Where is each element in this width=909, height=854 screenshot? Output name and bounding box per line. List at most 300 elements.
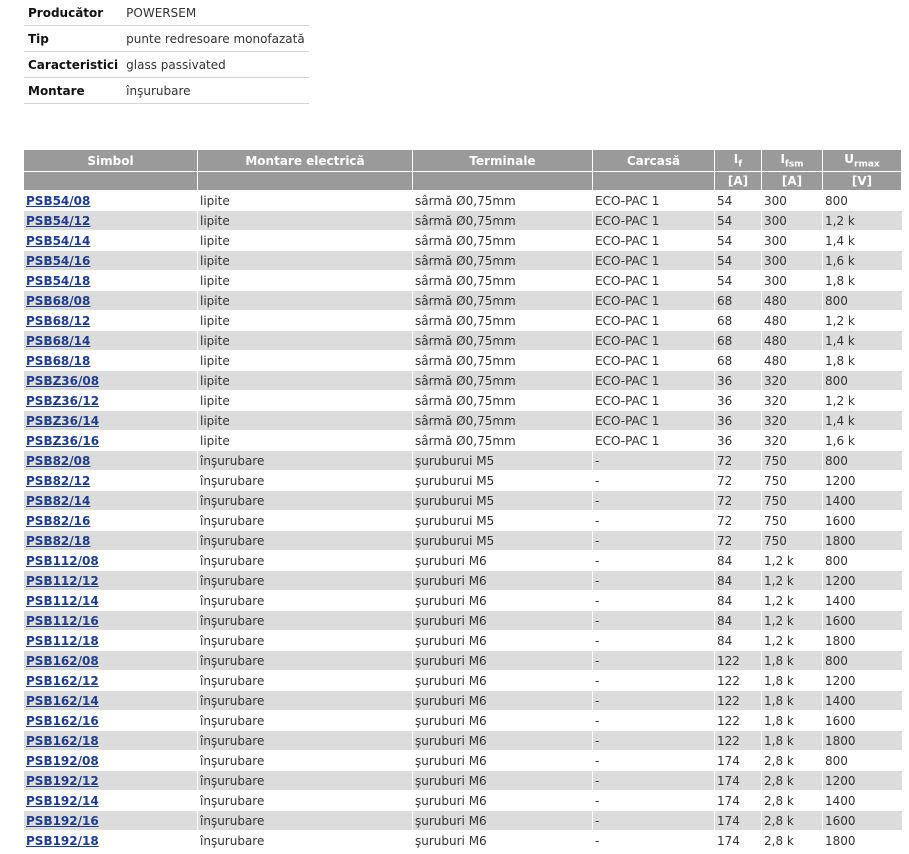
cell-simbol <box>24 431 198 451</box>
header-terminale: Terminale <box>413 150 593 172</box>
cell-simbol <box>24 631 198 651</box>
cell-if: 54 <box>715 191 762 211</box>
product-link[interactable]: PSBZ36/08 <box>26 373 100 388</box>
cell-carcasa: - <box>593 671 715 691</box>
cell-simbol <box>24 531 198 551</box>
cell-urmax: 1400 <box>823 591 902 611</box>
cell-montare: lipite <box>198 251 413 271</box>
table-row <box>24 591 902 611</box>
cell-montare: lipite <box>198 211 413 231</box>
cell-ifsm: 320 <box>762 371 823 391</box>
cell-urmax: 800 <box>823 191 902 211</box>
unit-if: [A] <box>715 172 762 191</box>
product-link[interactable]: PSB68/14 <box>26 333 91 348</box>
cell-urmax: 1200 <box>823 771 902 791</box>
cell-simbol <box>24 711 198 731</box>
cell-simbol <box>24 211 198 231</box>
cell-carcasa: - <box>593 791 715 811</box>
table-row <box>24 651 902 671</box>
cell-ifsm: 2,8 k <box>762 811 823 831</box>
info-value: POWERSEM <box>122 0 309 26</box>
cell-simbol <box>24 331 198 351</box>
cell-if: 174 <box>715 811 762 831</box>
cell-urmax: 800 <box>823 371 902 391</box>
cell-ifsm: 300 <box>762 191 823 211</box>
cell-montare: lipite <box>198 431 413 451</box>
cell-terminale: sârmă Ø0,75mm <box>413 211 593 231</box>
cell-if: 174 <box>715 791 762 811</box>
product-link[interactable]: PSB192/14 <box>26 793 99 808</box>
product-link[interactable]: PSB68/08 <box>26 293 91 308</box>
cell-ifsm: 1,8 k <box>762 671 823 691</box>
cell-montare: înşurubare <box>198 631 413 651</box>
header-ifsm <box>762 150 823 172</box>
cell-if: 122 <box>715 711 762 731</box>
cell-urmax: 800 <box>823 651 902 671</box>
cell-simbol <box>24 611 198 631</box>
cell-if: 122 <box>715 671 762 691</box>
cell-simbol <box>24 551 198 571</box>
cell-simbol <box>24 591 198 611</box>
cell-ifsm: 2,8 k <box>762 771 823 791</box>
product-link[interactable]: PSB82/12 <box>26 473 91 488</box>
cell-montare: lipite <box>198 231 413 251</box>
info-value: glass passivated <box>122 52 309 78</box>
cell-carcasa: - <box>593 771 715 791</box>
table-row <box>24 431 902 451</box>
cell-carcasa: - <box>593 811 715 831</box>
product-link[interactable]: PSB162/08 <box>26 653 99 668</box>
table-row <box>24 251 902 271</box>
cell-carcasa: - <box>593 471 715 491</box>
cell-carcasa: - <box>593 511 715 531</box>
cell-simbol <box>24 791 198 811</box>
cell-ifsm: 300 <box>762 271 823 291</box>
cell-terminale: sârmă Ø0,75mm <box>413 391 593 411</box>
header-simbol: Simbol <box>24 150 198 172</box>
units-empty <box>24 172 198 191</box>
cell-terminale: şuruburui M5 <box>413 471 593 491</box>
product-link[interactable]: PSB192/18 <box>26 833 99 848</box>
cell-terminale: şuruburi M6 <box>413 591 593 611</box>
units-empty <box>593 172 715 191</box>
table-row <box>24 791 902 811</box>
cell-carcasa: ECO-PAC 1 <box>593 211 715 231</box>
product-link[interactable]: PSB82/14 <box>26 493 91 508</box>
cell-ifsm: 2,8 k <box>762 791 823 811</box>
cell-montare: înşurubare <box>198 751 413 771</box>
cell-terminale: şuruburi M6 <box>413 751 593 771</box>
table-row <box>24 631 902 651</box>
cell-simbol <box>24 671 198 691</box>
cell-ifsm: 300 <box>762 251 823 271</box>
table-row <box>24 291 902 311</box>
info-label: Producător <box>24 0 122 26</box>
cell-if: 68 <box>715 351 762 371</box>
cell-urmax: 1400 <box>823 791 902 811</box>
header-carcasa: Carcasă <box>593 150 715 172</box>
cell-montare: lipite <box>198 371 413 391</box>
cell-simbol <box>24 831 198 851</box>
cell-terminale: sârmă Ø0,75mm <box>413 271 593 291</box>
table-row <box>24 691 902 711</box>
cell-urmax: 1,4 k <box>823 331 902 351</box>
cell-simbol <box>24 251 198 271</box>
table-row <box>24 311 902 331</box>
table-row <box>24 671 902 691</box>
cell-if: 54 <box>715 251 762 271</box>
table-row <box>24 731 902 751</box>
cell-terminale: sârmă Ø0,75mm <box>413 311 593 331</box>
cell-terminale: şuruburi M6 <box>413 671 593 691</box>
cell-ifsm: 750 <box>762 511 823 531</box>
cell-if: 84 <box>715 551 762 571</box>
table-row <box>24 271 902 291</box>
product-link[interactable]: PSBZ36/12 <box>26 393 100 408</box>
cell-simbol <box>24 571 198 591</box>
cell-urmax: 1800 <box>823 831 902 851</box>
units-empty <box>413 172 593 191</box>
cell-if: 54 <box>715 271 762 291</box>
cell-montare: lipite <box>198 311 413 331</box>
info-row-characteristics <box>24 52 309 78</box>
cell-ifsm: 750 <box>762 471 823 491</box>
cell-carcasa: - <box>593 631 715 651</box>
product-link[interactable]: PSB112/12 <box>26 573 99 588</box>
cell-urmax: 1200 <box>823 471 902 491</box>
cell-urmax: 1400 <box>823 491 902 511</box>
cell-montare: înşurubare <box>198 731 413 751</box>
cell-simbol <box>24 351 198 371</box>
cell-urmax: 1600 <box>823 511 902 531</box>
cell-carcasa: - <box>593 691 715 711</box>
product-info-table <box>24 0 309 104</box>
cell-montare: lipite <box>198 271 413 291</box>
table-row <box>24 551 902 571</box>
products-table <box>23 149 902 851</box>
cell-terminale: şuruburui M5 <box>413 511 593 531</box>
table-row <box>24 391 902 411</box>
table-row <box>24 331 902 351</box>
cell-montare: înşurubare <box>198 571 413 591</box>
cell-ifsm: 1,8 k <box>762 711 823 731</box>
cell-ifsm: 2,8 k <box>762 751 823 771</box>
cell-if: 36 <box>715 431 762 451</box>
cell-terminale: sârmă Ø0,75mm <box>413 371 593 391</box>
cell-carcasa: ECO-PAC 1 <box>593 411 715 431</box>
product-link[interactable]: PSB54/12 <box>26 213 91 228</box>
cell-carcasa: ECO-PAC 1 <box>593 311 715 331</box>
cell-montare: înşurubare <box>198 831 413 851</box>
cell-ifsm: 1,8 k <box>762 651 823 671</box>
product-link[interactable]: PSB54/16 <box>26 253 91 268</box>
cell-urmax: 800 <box>823 291 902 311</box>
cell-terminale: şuruburi M6 <box>413 771 593 791</box>
cell-carcasa: ECO-PAC 1 <box>593 351 715 371</box>
table-units-row <box>24 172 902 191</box>
cell-carcasa: - <box>593 531 715 551</box>
cell-carcasa: - <box>593 571 715 591</box>
product-link[interactable]: PSB192/12 <box>26 773 99 788</box>
cell-simbol <box>24 271 198 291</box>
header-montare: Montare electrică <box>198 150 413 172</box>
product-link[interactable]: PSB192/08 <box>26 753 99 768</box>
product-link[interactable]: PSB54/14 <box>26 233 91 248</box>
cell-terminale: şuruburi M6 <box>413 571 593 591</box>
product-link[interactable]: PSB54/08 <box>26 193 91 208</box>
cell-simbol <box>24 291 198 311</box>
cell-montare: lipite <box>198 291 413 311</box>
product-link[interactable]: PSB82/18 <box>26 533 91 548</box>
cell-simbol <box>24 811 198 831</box>
cell-montare: lipite <box>198 391 413 411</box>
product-link[interactable]: PSB192/16 <box>26 813 99 828</box>
product-link[interactable]: PSB112/14 <box>26 593 99 608</box>
cell-terminale: sârmă Ø0,75mm <box>413 291 593 311</box>
cell-simbol <box>24 751 198 771</box>
table-row <box>24 531 902 551</box>
product-link[interactable]: PSBZ36/14 <box>26 413 100 428</box>
cell-urmax: 1,6 k <box>823 251 902 271</box>
cell-montare: înşurubare <box>198 771 413 791</box>
cell-urmax: 1400 <box>823 691 902 711</box>
cell-simbol <box>24 231 198 251</box>
cell-urmax: 1,8 k <box>823 271 902 291</box>
cell-urmax: 1,6 k <box>823 431 902 451</box>
products-table-body <box>24 191 902 851</box>
unit-urmax: [V] <box>823 172 902 191</box>
product-link[interactable]: PSBZ36/16 <box>26 433 100 448</box>
product-link[interactable]: PSB162/12 <box>26 673 99 688</box>
header-if-main: I <box>733 151 739 166</box>
product-link[interactable]: PSB162/16 <box>26 713 99 728</box>
cell-simbol <box>24 771 198 791</box>
cell-montare: lipite <box>198 411 413 431</box>
product-link[interactable]: PSB54/18 <box>26 273 91 288</box>
cell-montare: lipite <box>198 191 413 211</box>
table-row <box>24 351 902 371</box>
product-link[interactable]: PSB112/08 <box>26 553 99 568</box>
cell-montare: înşurubare <box>198 651 413 671</box>
cell-carcasa: ECO-PAC 1 <box>593 231 715 251</box>
table-row <box>24 571 902 591</box>
cell-carcasa: - <box>593 491 715 511</box>
cell-if: 72 <box>715 471 762 491</box>
cell-montare: înşurubare <box>198 611 413 631</box>
cell-terminale: şuruburi M6 <box>413 631 593 651</box>
cell-terminale: şuruburi M6 <box>413 611 593 631</box>
cell-if: 36 <box>715 411 762 431</box>
cell-ifsm: 480 <box>762 351 823 371</box>
product-link[interactable]: PSB112/16 <box>26 613 99 628</box>
cell-montare: înşurubare <box>198 451 413 471</box>
info-row-producer <box>24 0 309 26</box>
cell-ifsm: 1,2 k <box>762 611 823 631</box>
cell-if: 84 <box>715 591 762 611</box>
cell-terminale: sârmă Ø0,75mm <box>413 431 593 451</box>
cell-urmax: 800 <box>823 751 902 771</box>
cell-urmax: 1,4 k <box>823 231 902 251</box>
cell-ifsm: 300 <box>762 211 823 231</box>
cell-terminale: şuruburui M5 <box>413 491 593 511</box>
product-link[interactable]: PSB68/12 <box>26 313 91 328</box>
cell-urmax: 800 <box>823 451 902 471</box>
cell-carcasa: - <box>593 751 715 771</box>
cell-urmax: 1,4 k <box>823 411 902 431</box>
cell-carcasa: - <box>593 831 715 851</box>
cell-montare: lipite <box>198 351 413 371</box>
info-row-mounting <box>24 78 309 104</box>
cell-carcasa: ECO-PAC 1 <box>593 271 715 291</box>
cell-urmax: 1600 <box>823 611 902 631</box>
header-urmax <box>823 150 902 172</box>
header-if-sub: f <box>738 159 743 170</box>
cell-carcasa: - <box>593 451 715 471</box>
product-link[interactable]: PSB162/18 <box>26 733 99 748</box>
cell-ifsm: 750 <box>762 491 823 511</box>
units-empty <box>198 172 413 191</box>
cell-if: 36 <box>715 391 762 411</box>
info-row-type <box>24 26 309 52</box>
cell-if: 174 <box>715 831 762 851</box>
cell-simbol <box>24 451 198 471</box>
cell-terminale: sârmă Ø0,75mm <box>413 191 593 211</box>
product-link[interactable]: PSB82/08 <box>26 453 91 468</box>
cell-carcasa: ECO-PAC 1 <box>593 191 715 211</box>
cell-ifsm: 2,8 k <box>762 831 823 851</box>
cell-terminale: şuruburui M5 <box>413 531 593 551</box>
cell-carcasa: ECO-PAC 1 <box>593 291 715 311</box>
table-row <box>24 751 902 771</box>
cell-montare: înşurubare <box>198 791 413 811</box>
cell-if: 36 <box>715 371 762 391</box>
cell-terminale: sârmă Ø0,75mm <box>413 351 593 371</box>
cell-montare: înşurubare <box>198 511 413 531</box>
table-row <box>24 471 902 491</box>
cell-simbol <box>24 371 198 391</box>
table-row <box>24 491 902 511</box>
table-row <box>24 411 902 431</box>
cell-if: 122 <box>715 731 762 751</box>
product-link[interactable]: PSB162/14 <box>26 693 99 708</box>
product-link[interactable]: PSB68/18 <box>26 353 91 368</box>
cell-if: 84 <box>715 631 762 651</box>
cell-carcasa: - <box>593 651 715 671</box>
cell-carcasa: - <box>593 551 715 571</box>
table-row <box>24 771 902 791</box>
cell-urmax: 1800 <box>823 631 902 651</box>
cell-carcasa: - <box>593 731 715 751</box>
header-urmax-sub: rmax <box>854 159 880 170</box>
cell-if: 68 <box>715 291 762 311</box>
cell-ifsm: 1,2 k <box>762 571 823 591</box>
table-row <box>24 831 902 851</box>
cell-terminale: sârmă Ø0,75mm <box>413 411 593 431</box>
cell-ifsm: 1,2 k <box>762 551 823 571</box>
cell-simbol <box>24 731 198 751</box>
info-label: Montare <box>24 78 122 104</box>
info-label: Tip <box>24 26 122 52</box>
cell-montare: înşurubare <box>198 691 413 711</box>
cell-ifsm: 320 <box>762 431 823 451</box>
cell-if: 54 <box>715 231 762 251</box>
cell-ifsm: 1,8 k <box>762 731 823 751</box>
cell-terminale: sârmă Ø0,75mm <box>413 331 593 351</box>
cell-terminale: sârmă Ø0,75mm <box>413 231 593 251</box>
cell-ifsm: 1,8 k <box>762 691 823 711</box>
cell-ifsm: 750 <box>762 531 823 551</box>
cell-if: 122 <box>715 651 762 671</box>
cell-simbol <box>24 651 198 671</box>
cell-carcasa: ECO-PAC 1 <box>593 431 715 451</box>
cell-montare: înşurubare <box>198 491 413 511</box>
table-row <box>24 191 902 211</box>
cell-carcasa: ECO-PAC 1 <box>593 371 715 391</box>
cell-urmax: 1,2 k <box>823 211 902 231</box>
cell-simbol <box>24 391 198 411</box>
cell-urmax: 1600 <box>823 711 902 731</box>
cell-montare: lipite <box>198 331 413 351</box>
cell-if: 84 <box>715 571 762 591</box>
cell-simbol <box>24 411 198 431</box>
cell-urmax: 1800 <box>823 531 902 551</box>
cell-urmax: 1800 <box>823 731 902 751</box>
cell-terminale: şuruburi M6 <box>413 651 593 671</box>
cell-terminale: şuruburi M6 <box>413 831 593 851</box>
cell-ifsm: 480 <box>762 331 823 351</box>
cell-simbol <box>24 191 198 211</box>
cell-if: 72 <box>715 491 762 511</box>
cell-terminale: şuruburi M6 <box>413 551 593 571</box>
cell-carcasa: - <box>593 591 715 611</box>
cell-terminale: şuruburi M6 <box>413 791 593 811</box>
info-value: înşurubare <box>122 78 309 104</box>
cell-carcasa: - <box>593 711 715 731</box>
cell-terminale: şuruburi M6 <box>413 731 593 751</box>
cell-simbol <box>24 691 198 711</box>
cell-if: 54 <box>715 211 762 231</box>
unit-ifsm: [A] <box>762 172 823 191</box>
cell-montare: înşurubare <box>198 811 413 831</box>
cell-if: 68 <box>715 331 762 351</box>
cell-ifsm: 480 <box>762 311 823 331</box>
cell-ifsm: 1,2 k <box>762 631 823 651</box>
product-link[interactable]: PSB82/16 <box>26 513 91 528</box>
cell-montare: înşurubare <box>198 551 413 571</box>
table-header-row <box>24 150 902 172</box>
info-label: Caracteristici <box>24 52 122 78</box>
table-row <box>24 711 902 731</box>
cell-urmax: 1,2 k <box>823 391 902 411</box>
cell-if: 174 <box>715 751 762 771</box>
product-link[interactable]: PSB112/18 <box>26 633 99 648</box>
cell-urmax: 1,8 k <box>823 351 902 371</box>
table-row <box>24 371 902 391</box>
cell-urmax: 1600 <box>823 811 902 831</box>
cell-if: 72 <box>715 531 762 551</box>
cell-terminale: şuruburui M5 <box>413 451 593 471</box>
cell-ifsm: 750 <box>762 451 823 471</box>
cell-simbol <box>24 471 198 491</box>
cell-if: 84 <box>715 611 762 631</box>
cell-montare: înşurubare <box>198 531 413 551</box>
info-value: punte redresoare monofazată <box>122 26 309 52</box>
header-ifsm-main: I <box>780 151 785 166</box>
cell-if: 174 <box>715 771 762 791</box>
header-urmax-main: U <box>844 151 855 166</box>
cell-simbol <box>24 311 198 331</box>
cell-terminale: şuruburi M6 <box>413 691 593 711</box>
